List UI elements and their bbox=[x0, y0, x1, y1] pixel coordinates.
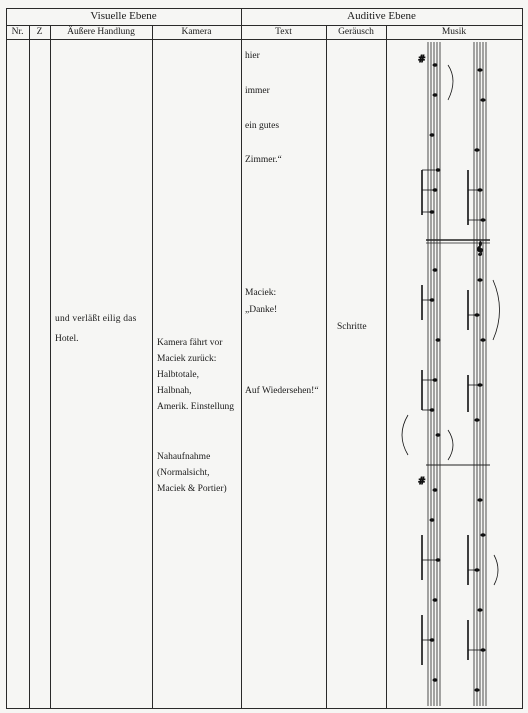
left-border bbox=[6, 8, 7, 709]
column-header-geraeusch: Geräusch bbox=[338, 27, 374, 37]
kamera-line: Amerik. Einstellung bbox=[157, 402, 235, 412]
kamera-line: Halbtotale, bbox=[157, 370, 199, 380]
kamera-cell-1 bbox=[157, 335, 241, 415]
handlung-line: Hotel. bbox=[55, 334, 79, 345]
column-header-z: Z bbox=[36, 27, 43, 37]
svg-text:#: # bbox=[418, 55, 426, 65]
column-header-nr: Nr. bbox=[11, 27, 24, 37]
group-header-visual: Visuelle Ebene bbox=[90, 10, 157, 22]
col-divider-z bbox=[50, 25, 51, 709]
svg-text:𝄞: 𝄞 bbox=[476, 241, 484, 255]
column-header-text: Text bbox=[275, 27, 292, 37]
text-item: hier bbox=[245, 51, 260, 61]
column-header-musik: Musik bbox=[441, 27, 467, 37]
col-divider-geraeusch bbox=[386, 25, 387, 709]
text-item: Maciek: bbox=[245, 288, 277, 298]
bottom-border bbox=[6, 708, 523, 709]
text-item: ein gutes bbox=[245, 121, 280, 131]
kamera-line: Halbnah, bbox=[157, 386, 192, 396]
kamera-line: Maciek & Portier) bbox=[157, 484, 227, 494]
kamera-line: Nahaufnahme bbox=[157, 452, 211, 462]
right-border bbox=[522, 8, 523, 709]
svg-text:#: # bbox=[418, 477, 426, 487]
top-border bbox=[6, 8, 523, 9]
handlung-cell bbox=[55, 314, 151, 346]
kamera-line: Maciek zurück: bbox=[157, 354, 217, 364]
col-divider-handlung bbox=[152, 25, 153, 709]
group-header-divider bbox=[6, 25, 523, 26]
text-item: Auf Wiedersehen!“ bbox=[245, 386, 319, 396]
kamera-line: (Normalsicht, bbox=[157, 468, 210, 478]
text-item: Zimmer.“ bbox=[245, 155, 282, 165]
kamera-cell-2 bbox=[157, 449, 241, 497]
col-divider-text bbox=[326, 25, 327, 709]
group-header-auditive: Auditive Ebene bbox=[347, 10, 416, 22]
geraeusch-item: Schritte bbox=[337, 322, 367, 332]
column-header-handlung: Äußere Handlung bbox=[67, 27, 135, 37]
sheet-music-score-icon bbox=[388, 40, 522, 708]
handlung-line: und verläßt eilig das bbox=[55, 314, 137, 324]
column-header-kamera: Kamera bbox=[181, 27, 212, 37]
kamera-line: Kamera fährt vor bbox=[157, 338, 223, 348]
text-item: „Danke! bbox=[245, 305, 278, 315]
col-divider-nr bbox=[29, 25, 30, 709]
col-divider-kamera bbox=[241, 8, 242, 709]
text-item: immer bbox=[245, 86, 270, 96]
